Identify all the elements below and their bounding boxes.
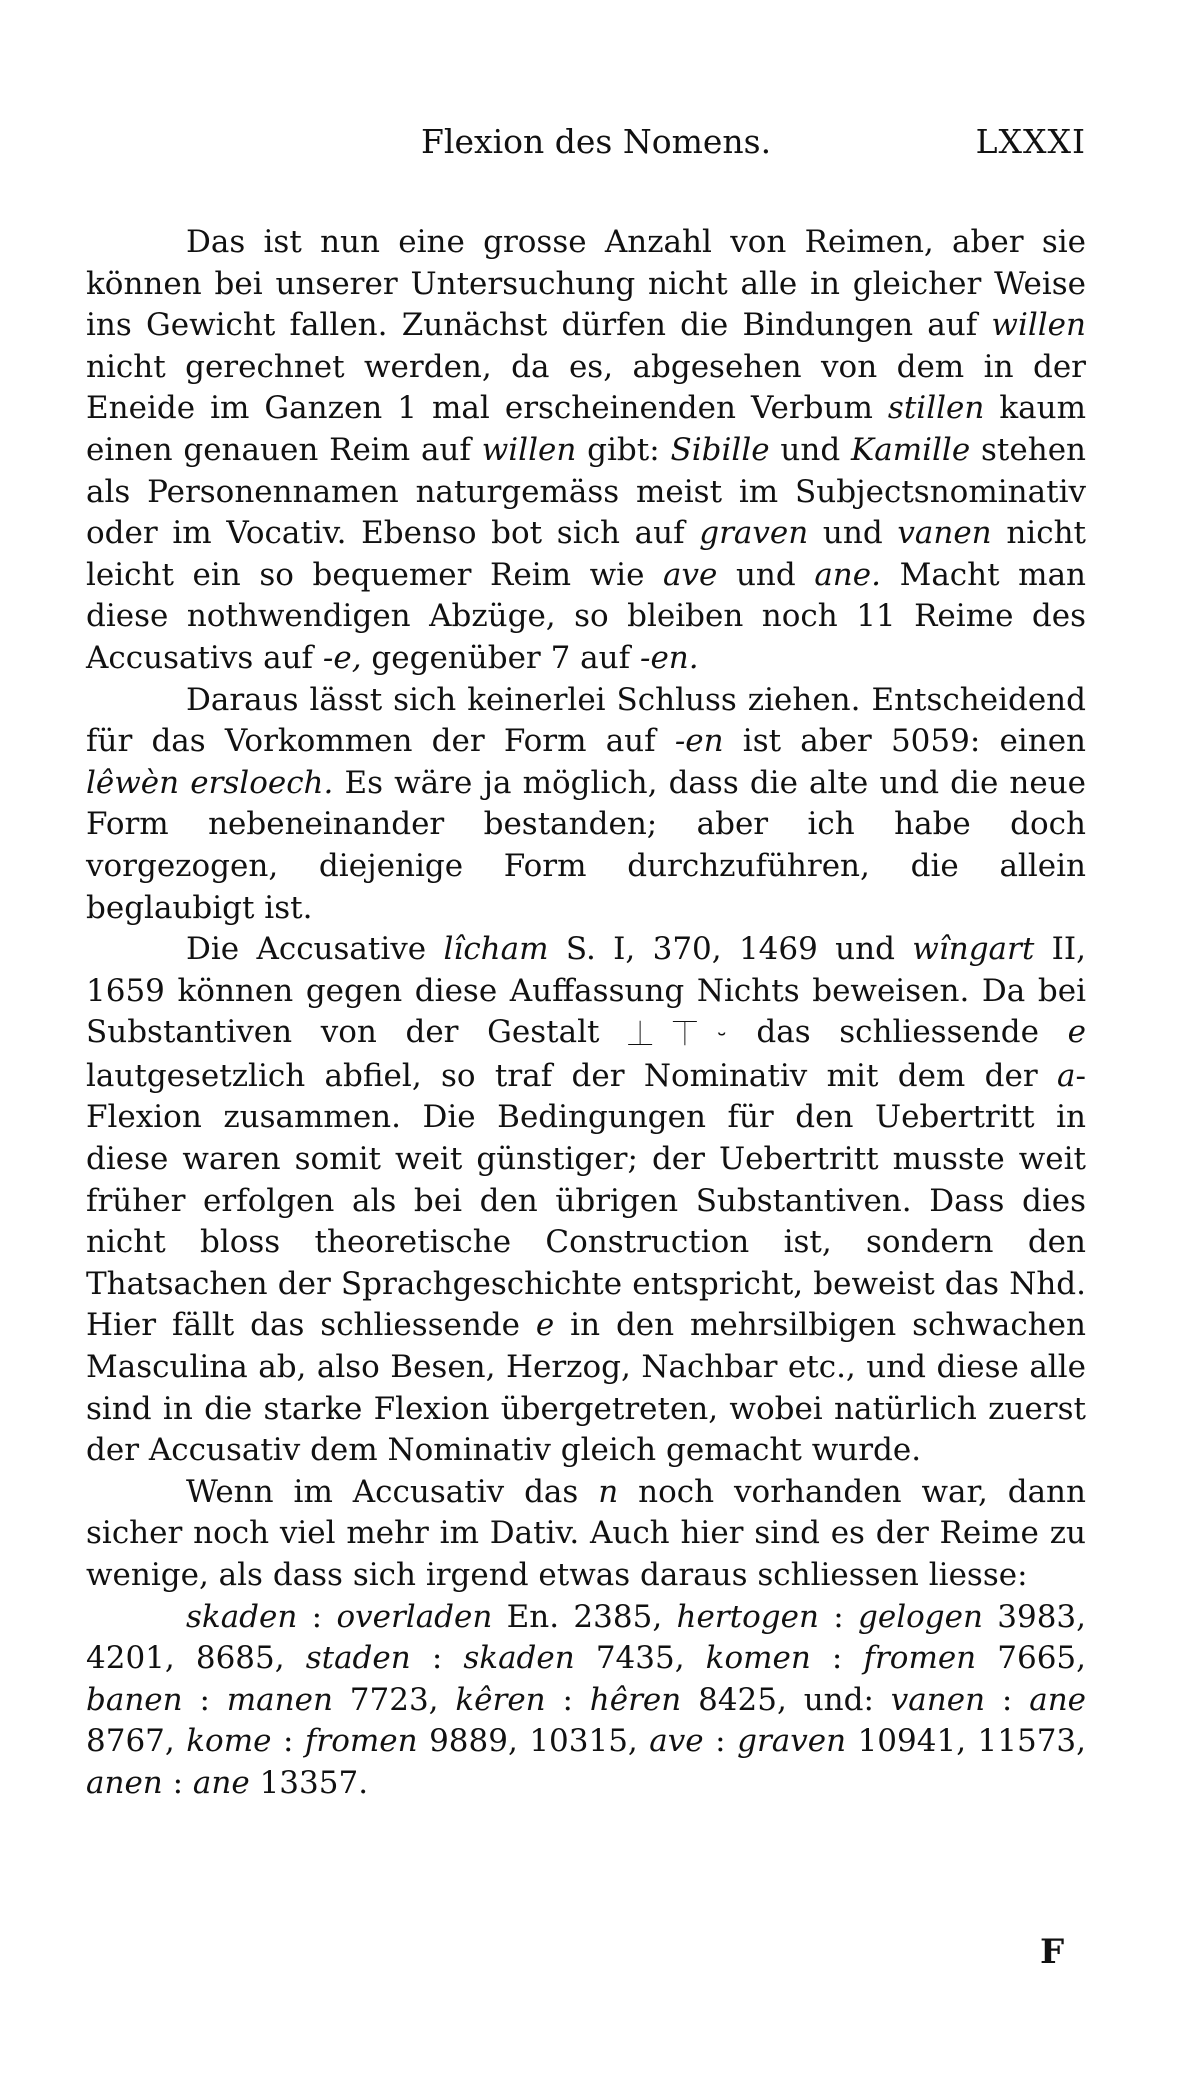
italic-word: manen bbox=[226, 1681, 333, 1718]
text-run: : bbox=[271, 1723, 305, 1760]
paragraph-4 bbox=[86, 1472, 1086, 1597]
text-run: 3983, 4201, 8685, bbox=[86, 1598, 1087, 1677]
text-run: 7665, bbox=[976, 1640, 1087, 1677]
italic-word: ave bbox=[663, 556, 718, 593]
italic-word: -e, bbox=[322, 639, 362, 676]
paragraph-3 bbox=[86, 929, 1086, 1472]
italic-word: Kamille bbox=[851, 431, 971, 468]
text-run: : bbox=[810, 1640, 864, 1677]
italic-word: Sibille bbox=[670, 431, 770, 468]
text-run: Macht man diese nothwendigen Abzüge, so bleiben noch 11 Reime des Accusativs auf bbox=[86, 556, 1087, 676]
text-run: : bbox=[818, 1598, 858, 1635]
page-number: LXXXI bbox=[975, 122, 1086, 161]
text-run: lautgesetzlich abfiel, so traf der Nominativ mit dem der bbox=[86, 1057, 1058, 1094]
text-run: 13357. bbox=[249, 1764, 369, 1801]
text-run: gegenüber 7 auf bbox=[361, 639, 640, 676]
text-run: 8425, und: bbox=[681, 1681, 891, 1718]
running-title: Flexion des Nomens. bbox=[421, 122, 772, 161]
text-run: : bbox=[410, 1640, 464, 1677]
italic-word: gelogen bbox=[858, 1598, 983, 1635]
text-run: gibt: bbox=[576, 431, 671, 468]
italic-word: kêren bbox=[455, 1681, 546, 1718]
italic-word: willen bbox=[991, 307, 1086, 344]
italic-word: skaden bbox=[186, 1598, 298, 1635]
text-run: Wenn im Accusativ das bbox=[186, 1473, 599, 1510]
italic-word: ane. bbox=[814, 556, 881, 593]
italic-word: willen bbox=[481, 431, 577, 468]
italic-word: vanen bbox=[897, 515, 992, 552]
text-run: 7723, bbox=[332, 1681, 456, 1718]
text-run: 9889, 10315, bbox=[417, 1723, 650, 1760]
text-run: : bbox=[545, 1681, 590, 1718]
italic-word: graven bbox=[737, 1723, 847, 1760]
text-run: Die Accusative bbox=[186, 931, 444, 968]
italic-word: -en. bbox=[639, 639, 699, 676]
text-run: S. I, 370, 1469 und bbox=[548, 931, 913, 968]
text-run: Das ist nun eine grosse Anzahl von Reimen, aber sie können bei unserer Untersuchung nicht alle in gleicher Weise ins Gewicht fallen. Zunächst dürfen die Bindungen auf bbox=[86, 224, 1086, 344]
metrical-scheme: ⏊⏉⏑ bbox=[628, 1020, 728, 1049]
italic-word: ane bbox=[1029, 1681, 1087, 1718]
italic-word: kome bbox=[186, 1723, 272, 1760]
italic-word: lêwèn ersloech. bbox=[86, 764, 334, 801]
text-run: in den mehrsilbigen schwachen Masculina ab, also Besen, Herzog, Nachbar etc., und diese alle sind in die starke Flexion übergetreten, wobei natürlich zuerst der Accusativ dem Nominativ gleich gemacht wurde. bbox=[86, 1307, 1086, 1469]
italic-word: e bbox=[1067, 1014, 1087, 1051]
italic-word: wîngart bbox=[912, 931, 1035, 968]
italic-word: anen bbox=[86, 1764, 163, 1801]
text-run: II, 1659 können gegen diese Auffassung Nichts beweisen. Da bei Substantiven von der Gestalt bbox=[86, 931, 1087, 1051]
paragraph-1 bbox=[86, 222, 1086, 680]
text-run: : bbox=[182, 1681, 227, 1718]
signature-mark: F bbox=[1040, 1932, 1065, 1972]
paragraph-2 bbox=[86, 680, 1086, 930]
italic-word: -en bbox=[674, 723, 724, 760]
text-run: 8767, bbox=[86, 1723, 187, 1760]
text-run: En. 2385, bbox=[492, 1598, 677, 1635]
running-header bbox=[86, 122, 1086, 172]
text-run: Es wäre ja möglich, dass die alte und die neue Form nebeneinander bestanden; aber ich habe doch vorgezogen, diejenige Form durchzuführen, die allein beglaubigt ist. bbox=[86, 764, 1087, 926]
italic-word: skaden bbox=[463, 1640, 575, 1677]
text-run: nicht gerechnet werden, da es, abgesehen von dem in der Eneide im Ganzen 1 mal erscheinenden Verbum bbox=[86, 348, 1086, 427]
italic-word: vanen bbox=[890, 1681, 986, 1718]
text-run: : bbox=[297, 1598, 337, 1635]
italic-word: staden bbox=[305, 1640, 411, 1677]
rhyme-list bbox=[86, 1597, 1086, 1805]
text-run: und bbox=[808, 515, 898, 552]
text-run: nicht leicht ein so bequemer Reim wie bbox=[86, 515, 1086, 593]
italic-word: graven bbox=[699, 515, 809, 552]
text-run: Daraus lässt sich keinerlei Schluss ziehen. Entscheidend für das Vorkommen der Form auf bbox=[86, 681, 1086, 760]
text-run: und bbox=[769, 431, 852, 468]
italic-word: lîcham bbox=[443, 931, 549, 968]
italic-word: fromen bbox=[304, 1723, 418, 1760]
italic-word: n bbox=[598, 1473, 619, 1510]
main-text bbox=[86, 222, 1086, 1805]
text-run: ist aber 5059: einen bbox=[723, 723, 1087, 760]
italic-word: banen bbox=[86, 1681, 183, 1718]
text-run: : bbox=[985, 1681, 1030, 1718]
italic-word: overladen bbox=[336, 1598, 493, 1635]
text-run: stehen als Personennamen naturgemäss meist im Subjectsnominativ oder im Vocativ. Ebenso bot sich auf bbox=[86, 431, 1087, 552]
italic-word: stillen bbox=[887, 390, 985, 427]
italic-word: komen bbox=[705, 1640, 811, 1677]
text-run: : bbox=[162, 1764, 193, 1801]
text-run: 10941, 11573, bbox=[846, 1723, 1087, 1760]
text-run: -Flexion zusammen. Die Bedingungen für den Uebertritt in diese waren somit weit günstiger; der Uebertritt musste weit früher erfolgen als bei den übrigen Substantiven. Dass dies nicht bloss theoretische Construction ist, sondern den Thatsachen der Sprachgeschichte entspricht, beweist das Nhd. Hier fällt das schliessende bbox=[86, 1057, 1086, 1344]
text-run: kaum einen genauen Reim auf bbox=[86, 390, 1086, 468]
italic-word: hêren bbox=[589, 1681, 682, 1718]
italic-word: ave bbox=[649, 1723, 704, 1760]
italic-word: fromen bbox=[863, 1640, 977, 1677]
italic-word: a bbox=[1057, 1057, 1076, 1094]
text-run: noch vorhanden war, dann sicher noch viel mehr im Dativ. Auch hier sind es der Reime zu wenige, als dass sich irgend etwas daraus schliessen liesse: bbox=[86, 1473, 1086, 1593]
text-run: 7435, bbox=[574, 1640, 706, 1677]
italic-word: e bbox=[535, 1307, 555, 1344]
text-run: und bbox=[717, 556, 815, 593]
text-run: : bbox=[703, 1723, 738, 1760]
text-run: das schliessende bbox=[727, 1014, 1068, 1051]
italic-word: hertogen bbox=[676, 1598, 819, 1635]
italic-word: ane bbox=[192, 1764, 250, 1801]
